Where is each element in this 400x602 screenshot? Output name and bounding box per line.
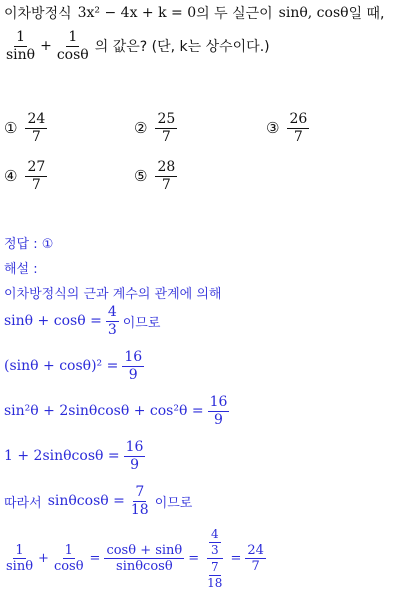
explanation-intro: 이차방정식의 근과 계수의 관계에 의해 [4,287,222,302]
explanation-label: 해설 : [4,262,38,277]
question-roots: sinθ, cosθ [278,5,349,21]
step-6-complex-fraction: $\frac{\frac{4}{3}}{\frac{7}{18}}$ [207,527,223,590]
step-1: sinθ + cosθ = $\frac{4}{3}$ 이므로 [4,304,161,338]
option-4[interactable]: ④ $\frac{27}{7}$ [4,159,46,193]
option-5[interactable]: ⑤ $\frac{28}{7}$ [134,159,176,193]
question-line-2 [4,30,270,62]
step-4: 1 + 2sinθcosθ = $\frac{16}{9}$ [4,439,144,473]
step-6: $\frac{1}{\sin\theta}$ + $\frac{1}{\cos\theta}$ = $\frac{\cos\theta + \sin\theta}{\sin\theta\cos\theta}$ = $\frac{\frac{4}{3}}{\frac{7}{18}}$ = $\frac{24}{7}$ [6,527,264,590]
step-2: (sinθ + cosθ)² = $\frac{16}{9}$ [4,349,143,383]
question-line-1 [4,3,385,23]
step-3: sin²θ + 2sinθcosθ + cos²θ = $\frac{16}{9}$ [4,394,228,428]
option-1[interactable]: ① $\frac{24}{7}$ [4,111,46,145]
question-line-2-suffix: 의 값은? (단, k는 상수이다.) [94,39,270,56]
option-3[interactable]: ③ $\frac{26}{7}$ [266,111,308,145]
question-plus: + [40,38,52,55]
option-2[interactable]: ② $\frac{25}{7}$ [134,111,176,145]
question-frac-cos: $\frac{1}{\cos\theta}$ [56,29,89,63]
question-mid: 의 두 실근이 [196,6,273,22]
question-prefix: 이차방정식 [4,6,72,22]
question-frac-sin: $\frac{1}{\sin\theta}$ [6,29,36,63]
question-suffix: 일 때, [348,6,385,22]
step-5: 따라서 sinθcosθ = $\frac{7}{18}$ 이므로 [4,484,193,518]
answer-label: 정답 : ① [4,237,54,252]
question-equation: 3x² − 4x + k = 0 [77,5,197,21]
